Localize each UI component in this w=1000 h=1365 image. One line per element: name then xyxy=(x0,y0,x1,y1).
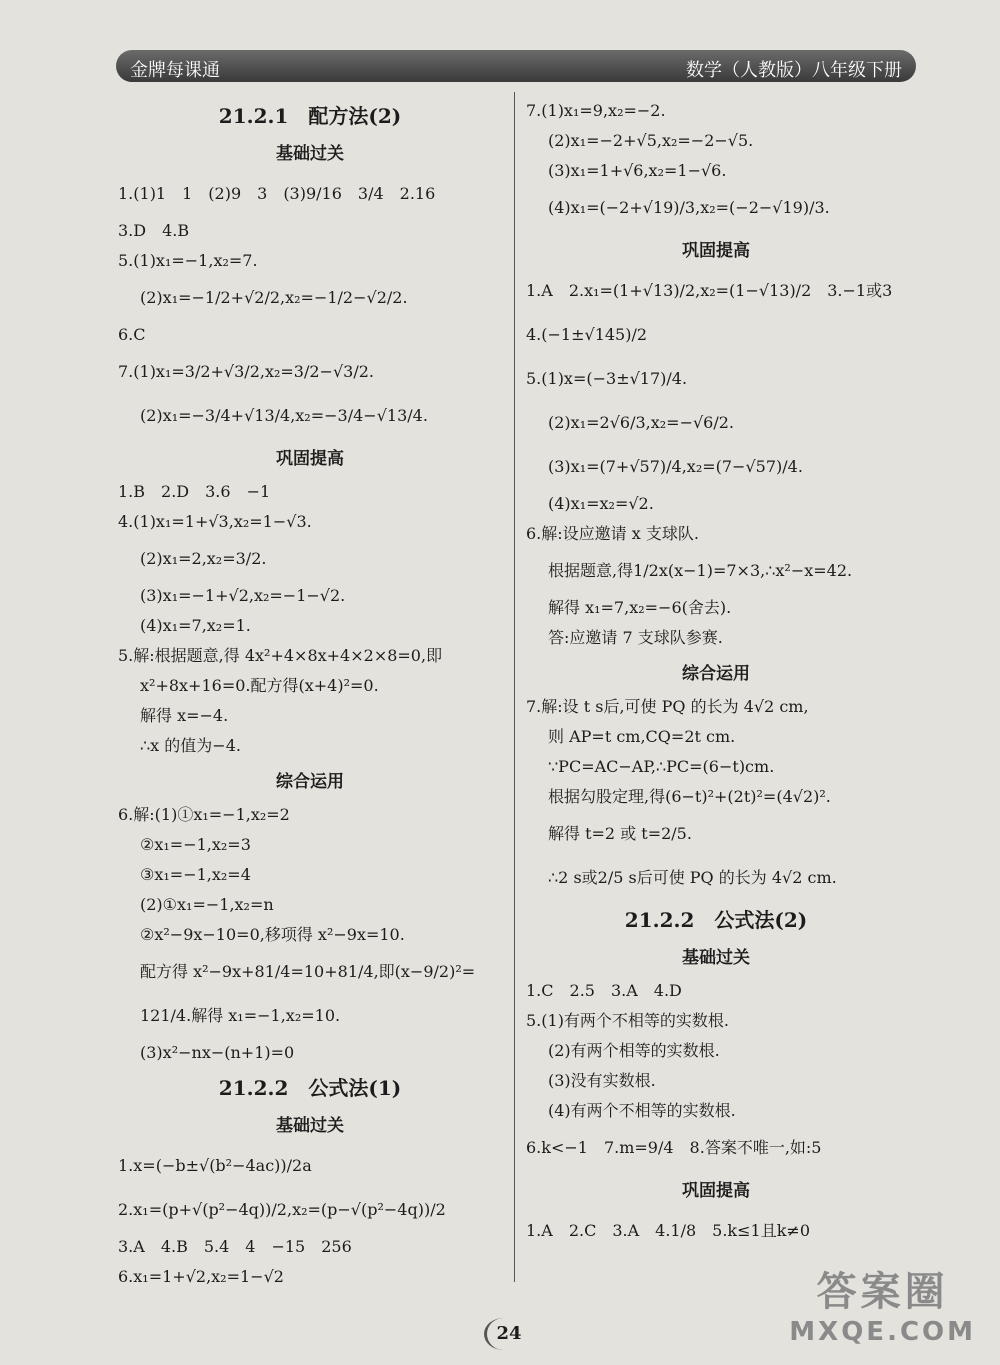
answer-line: (2)①x₁=−1,x₂=n xyxy=(140,895,274,914)
watermark xyxy=(789,1260,976,1347)
answer-line: (2)x₁=2,x₂=3/2. xyxy=(140,549,267,568)
left-column xyxy=(118,96,502,1292)
answer-line: 4.(1)x₁=1+√3,x₂=1−√3. xyxy=(118,512,312,531)
subsection-title: 基础过关 xyxy=(276,1116,344,1136)
section-title: 21.2.2 公式法(1) xyxy=(218,1076,402,1100)
answer-line: ∵PC=AC−AP,∴PC=(6−t)cm. xyxy=(548,757,775,776)
section-title: 21.2.1 配方法(2) xyxy=(218,104,402,128)
answer-line: 6.解:设应邀请 x 支球队. xyxy=(526,524,699,543)
answer-line: (2)x₁=−3/4+√13/4,x₂=−3/4−√13/4. xyxy=(140,406,428,425)
answer-line: (4)x₁=7,x₂=1. xyxy=(140,616,251,635)
subject-title: 数学（人教版）八年级下册 xyxy=(686,60,902,81)
subsection-title: 巩固提高 xyxy=(682,1181,750,1201)
answer-line: 1.A 2.C 3.A 4.1/8 5.k≤1且k≠0 xyxy=(526,1221,810,1240)
answer-line: 解得 x=−4. xyxy=(140,706,229,725)
answer-line: 1.x=(−b±√(b²−4ac))/2a xyxy=(118,1156,312,1175)
answer-line: (3)x₁=(7+√57)/4,x₂=(7−√57)/4. xyxy=(548,457,803,476)
answer-line: ∴x 的值为−4. xyxy=(140,736,241,755)
answer-line: 7.(1)x₁=3/2+√3/2,x₂=3/2−√3/2. xyxy=(118,362,374,381)
answer-line: 6.k<−1 7.m=9/4 8.答案不唯一,如:5 xyxy=(526,1138,822,1157)
answer-line: 6.C xyxy=(118,325,146,344)
answer-line: 7.解:设 t s后,可使 PQ 的长为 4√2 cm, xyxy=(526,697,809,716)
answer-line: (2)x₁=−1/2+√2/2,x₂=−1/2−√2/2. xyxy=(140,288,408,307)
answer-line: 7.(1)x₁=9,x₂=−2. xyxy=(526,101,666,120)
answer-line: 2.x₁=(p+√(p²−4q))/2,x₂=(p−√(p²−4q))/2 xyxy=(118,1200,446,1219)
answer-line: (3)没有实数根. xyxy=(548,1071,656,1090)
answer-line: (4)x₁=(−2+√19)/3,x₂=(−2−√19)/3. xyxy=(548,198,830,217)
watermark-url: MXQE.COM xyxy=(789,1317,976,1347)
watermark-logo: 答案圈 xyxy=(816,1269,949,1315)
answer-line: (3)x₁=−1+√2,x₂=−1−√2. xyxy=(140,586,346,605)
book-title: 金牌每课通 xyxy=(130,60,220,81)
answer-line: 1.C 2.5 3.A 4.D xyxy=(526,981,682,1000)
answer-line: 5.(1)x=(−3±√17)/4. xyxy=(526,369,688,388)
answer-line: 3.D 4.B xyxy=(118,221,190,240)
answer-line: 4.(−1±√145)/2 xyxy=(526,325,648,344)
answer-line: ②x₁=−1,x₂=3 xyxy=(140,835,251,854)
answer-line: 根据题意,得1/2x(x−1)=7×3,∴x²−x=42. xyxy=(548,561,853,580)
answer-line: 5.解:根据题意,得 4x²+4×8x+4×2×8=0,即 xyxy=(118,646,443,665)
answer-line: (2)x₁=−2+√5,x₂=−2−√5. xyxy=(548,131,754,150)
subsection-title: 巩固提高 xyxy=(276,449,344,469)
answer-line: ②x²−9x−10=0,移项得 x²−9x=10. xyxy=(140,925,405,944)
page-header xyxy=(116,50,916,82)
answer-line: ∴2 s或2/5 s后可使 PQ 的长为 4√2 cm. xyxy=(548,868,837,887)
page-number xyxy=(484,1318,534,1350)
answer-line: ③x₁=−1,x₂=4 xyxy=(140,865,251,884)
subsection-title: 巩固提高 xyxy=(682,241,750,261)
subsection-title: 基础过关 xyxy=(682,948,750,968)
answer-line: (3)x₁=1+√6,x₂=1−√6. xyxy=(548,161,727,180)
answer-line: 5.(1)x₁=−1,x₂=7. xyxy=(118,251,258,270)
subsection-title: 综合运用 xyxy=(682,664,750,684)
answer-line: 1.B 2.D 3.6 −1 xyxy=(118,482,271,501)
answer-line: x²+8x+16=0.配方得(x+4)²=0. xyxy=(140,676,379,695)
answer-line: 则 AP=t cm,CQ=2t cm. xyxy=(548,727,736,746)
answer-line: (2)x₁=2√6/3,x₂=−√6/2. xyxy=(548,413,734,432)
answer-line: 6.解:(1)①x₁=−1,x₂=2 xyxy=(118,805,290,824)
answer-line: (2)有两个相等的实数根. xyxy=(548,1041,720,1060)
right-column xyxy=(526,96,906,1253)
answer-line: 解得 x₁=7,x₂=−6(舍去). xyxy=(548,598,732,617)
answer-line: 5.(1)有两个不相等的实数根. xyxy=(526,1011,730,1030)
answer-line: 配方得 x²−9x+81/4=10+81/4,即(x−9/2)²= xyxy=(140,962,476,981)
section-title: 21.2.2 公式法(2) xyxy=(624,908,808,932)
page-number-text: 24 xyxy=(496,1323,522,1344)
answer-line: 1.A 2.x₁=(1+√13)/2,x₂=(1−√13)/2 3.−1或3 xyxy=(526,281,893,300)
answer-line: (3)x²−nx−(n+1)=0 xyxy=(140,1043,295,1062)
answer-line: 根据勾股定理,得(6−t)²+(2t)²=(4√2)². xyxy=(548,787,831,806)
answer-line: 6.x₁=1+√2,x₂=1−√2 xyxy=(118,1267,284,1286)
answer-line: (4)x₁=x₂=√2. xyxy=(548,494,654,513)
subsection-title: 综合运用 xyxy=(276,772,344,792)
answer-line: 1.(1)1 1 (2)9 3 (3)9/16 3/4 2.16 xyxy=(118,184,436,203)
answer-line: 答:应邀请 7 支球队参赛. xyxy=(548,628,723,647)
subsection-title: 基础过关 xyxy=(276,144,344,164)
answer-line: 解得 t=2 或 t=2/5. xyxy=(548,824,692,843)
answer-line: (4)有两个不相等的实数根. xyxy=(548,1101,736,1120)
answer-line: 121/4.解得 x₁=−1,x₂=10. xyxy=(140,1006,341,1025)
answer-line: 3.A 4.B 5.4 4 −15 256 xyxy=(118,1237,352,1256)
column-divider xyxy=(514,92,515,1282)
